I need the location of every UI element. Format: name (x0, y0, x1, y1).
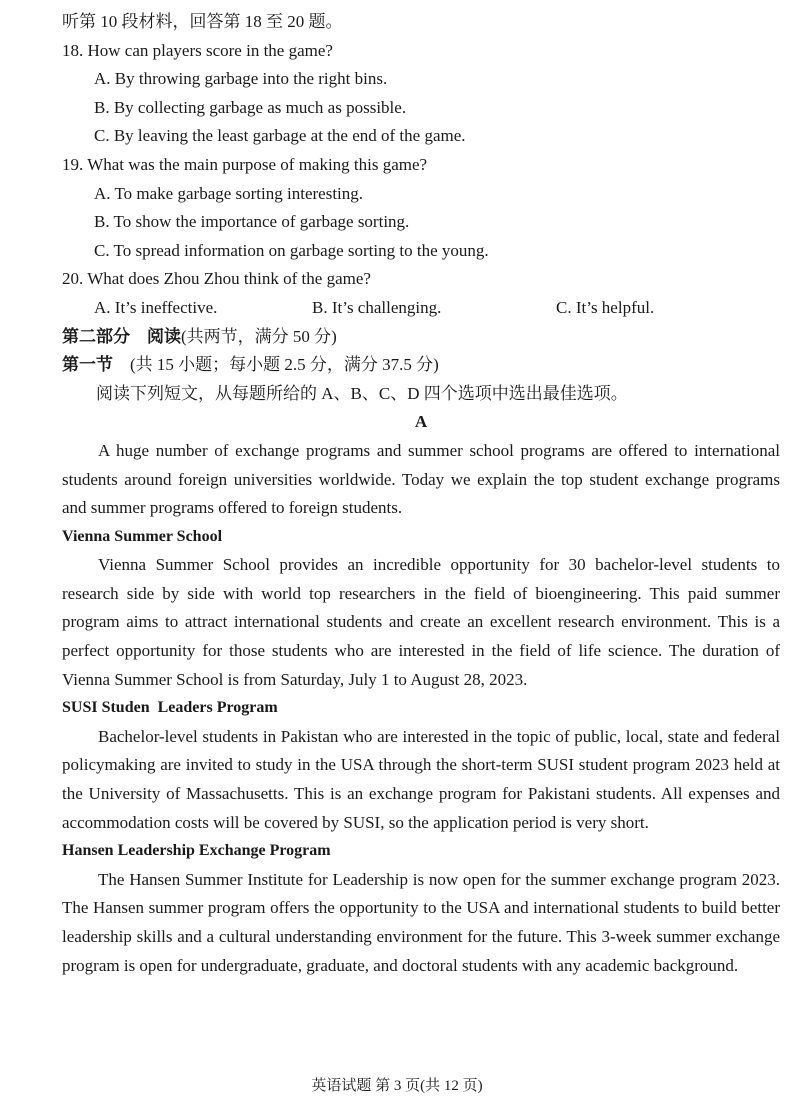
program-heading: SUSI Studen Leaders Program (62, 699, 278, 717)
option-b: B. By collecting garbage as much as possible. (94, 97, 407, 117)
program-section (62, 694, 780, 837)
part2-title (62, 323, 780, 352)
option-c: C. It’s helpful. (556, 297, 655, 317)
option-b: B. To show the importance of garbage sorting. (94, 212, 410, 232)
option-c: C. To spread information on garbage sorting to the young. (94, 240, 489, 260)
section1-title-text: 第一节 (62, 355, 113, 375)
program-heading: Hansen Leadership Exchange Program (62, 842, 331, 860)
program-section (62, 837, 780, 980)
option-a: A. It’s ineffective. (94, 297, 218, 317)
program-heading: Vienna Summer School (62, 527, 223, 545)
option-a: A. To make garbage sorting interesting. (94, 183, 364, 203)
program-body: The Hansen Summer Institute for Leadership is now open for the summer exchange program 2023. The Hansen summer program offers the opportunity to the USA and international students to build better leadership skills and a cultural understanding environment for the future. This 3-week summer exchange program is open for undergraduate, graduate, and doctoral students with any academic background. (62, 869, 780, 975)
question-stem: 18. How can players score in the game? (62, 40, 333, 60)
part2-title-text: 第二部分 阅读 (62, 326, 181, 346)
options-row (62, 294, 780, 323)
page-footer: 英语试题 第 3 页(共 12 页) (311, 1078, 483, 1094)
exam-page (62, 8, 780, 980)
option-b: B. It’s challenging. (312, 297, 442, 317)
passage-intro: A huge number of exchange programs and summer school programs are offered to international students around foreign universities worldwide. Today we explain the top student exchange programs and summer programs offered to foreign students. (62, 440, 780, 518)
passage-letter: A (414, 412, 428, 432)
question-20 (62, 265, 780, 322)
reading-instruction: 阅读下列短文，从每题所给的 A、B、C、D 四个选项中选出最佳选项。 (96, 383, 628, 403)
section1-title (62, 351, 780, 380)
question-19 (62, 151, 780, 265)
question-stem: 20. What does Zhou Zhou think of the game? (62, 269, 371, 289)
program-section (62, 523, 780, 695)
program-body: Vienna Summer School provides an incredible opportunity for 30 bachelor-level students to research side by side with world top researchers in the field of bioengineering. This paid summer program aims to attract international students and create an excellent research environment. This is a perfect opportunity for those students who are interested in the field of life science. The duration of Vienna Summer School is from Saturday, July 1 to August 28, 2023. (62, 555, 780, 689)
section1-title-info: (共 15 小题；每小题 2.5 分，满分 37.5 分) (113, 355, 439, 375)
question-stem: 19. What was the main purpose of making this game? (62, 154, 428, 174)
program-body: Bachelor-level students in Pakistan who are interested in the topic of public, local, state and federal policymaking are invited to study in the USA through the short-term SUSI student program 2023 held at the University of Massachusetts. This is an exchange program for Pakistani students. All expenses and accommodation costs will be covered by SUSI, so the application period is very short. (62, 726, 780, 832)
listening-intro: 听第 10 段材料，回答第 18 至 20 题。 (62, 12, 343, 31)
part2-title-info: (共两节，满分 50 分) (181, 326, 337, 346)
option-a: A. By throwing garbage into the right bins. (94, 69, 388, 89)
option-c: C. By leaving the least garbage at the end of the game. (94, 126, 466, 146)
question-18 (62, 37, 780, 151)
